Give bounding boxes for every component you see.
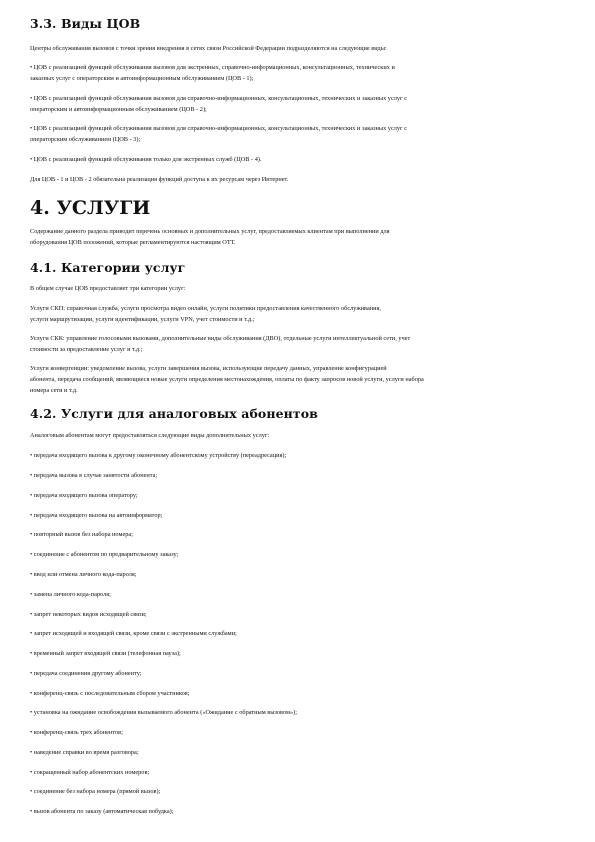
section-4-1-intro: В общем случае ЦОВ предоставляет три категории услуг: — [30, 285, 186, 292]
convergence-services-line-1: Услуги конвергенции: уведомление вызова, услуги завершения вызова, использующие передачу данных, управление конфигурацией — [30, 365, 387, 372]
cov-type-4-line-1: • ЦОВ с реализацией функций обслуживания только для экстренных служб (ЦОВ - 4). — [30, 156, 262, 163]
list-item: • конференц-связь трех абонентов; — [30, 729, 123, 736]
section-3-3-intro: Центры обслуживания вызовов с точки зрения внедрения в сетях связи Российской Федерации подразделяются на следующие виды: — [30, 45, 387, 52]
section-4-2-heading: 4.2. Услуги для аналоговых абонентов — [30, 406, 318, 421]
section-3-3-note: Для ЦОВ - 1 и ЦОВ - 2 обязательна реализация функций доступа к их ресурсам через Интернет. — [30, 176, 289, 183]
list-item: • передача входящего вызова на автоинформатор; — [30, 512, 163, 519]
cov-type-2-line-1: • ЦОВ с реализацией функций обслуживания вызовов для справочно-информационных, консультационных, технических и заказных услуг с — [30, 95, 407, 102]
list-item: • передача входящего вызова оператору; — [30, 492, 138, 499]
list-item: • передача вызова в случае занятости абонента; — [30, 472, 158, 479]
section-4-heading: 4. УСЛУГИ — [30, 197, 151, 219]
cov-type-1-line-1: • ЦОВ с реализацией функций обслуживания вызовов для экстренных, справочно-информационных, консультационных, технических и — [30, 64, 395, 71]
list-item: • запрет некоторых видов исходящей связи; — [30, 611, 147, 618]
list-item: • запрет исходящей и входящей связи, кроме связи с экстренными службами; — [30, 630, 237, 637]
list-item: • наведение справки во время разговора; — [30, 749, 139, 756]
list-item: • временный запрет входящей связи (телефонная пауза); — [30, 650, 181, 657]
cov-type-3-line-2: операторским обслуживанием (ЦОВ - 3); — [30, 136, 141, 143]
list-item: • соединение с абонентом по предварительному заказу; — [30, 551, 179, 558]
skp-services-line-2: услуги маршрутизации, услуги идентификации, услуги VPN, учет стоимости и т.д.; — [30, 316, 255, 323]
list-item: • повторный вызов без набора номера; — [30, 531, 133, 538]
cov-type-3-line-1: • ЦОВ с реализацией функций обслуживания вызовов для справочно-информационных, консультационных, технических и заказных услуг с — [30, 125, 407, 132]
list-item: • конференц-связь с последовательным сбором участников; — [30, 690, 190, 697]
section-4-text-line-2: оборудования ЦОВ положений, которые регламентируются настоящим ОТТ. — [30, 239, 236, 246]
list-item: • ввод или отмена личного кода-пароля; — [30, 571, 137, 578]
section-4-1-heading: 4.1. Категории услуг — [30, 260, 186, 275]
skk-services-line-1: Услуги СКК: управление голосовыми вызовами, дополнительные виды обслуживания (ДВО), отдельные услуги интеллектуальной сети, учет — [30, 335, 411, 342]
list-item: • вызов абонента по заказу (автоматическая побудка); — [30, 808, 174, 815]
convergence-services-line-2: абонента, передача сообщений, являющиеся новые услуги определения местонахождения, оплаты по факту запросов новой услуги, услуги набора — [30, 376, 424, 383]
convergence-services-line-3: номера сети и т.д. — [30, 387, 78, 394]
section-3-3-heading: 3.3. Виды ЦОВ — [30, 16, 141, 31]
list-item: • соединение без набора номера (прямой вызов); — [30, 788, 161, 795]
cov-type-2-line-2: операторским и автоинформационным обслуживанием (ЦОВ - 2); — [30, 106, 207, 113]
cov-type-1-line-2: заказных услуг с операторским и автоинформационным обслуживанием (ЦОВ - 1); — [30, 75, 254, 82]
list-item: • установка на ожидание освобождения вызываемого абонента («Ожидание с обратным вызовом»); — [30, 709, 297, 716]
skp-services-line-1: Услуги СКП: справочная служба, услуги просмотра видео онлайн, услуги политики предоставления качественного обслуживания, — [30, 305, 381, 312]
list-item: • сокращенный набор абонентских номеров; — [30, 769, 150, 776]
section-4-text-line-1: Содержание данного раздела приводит перечень основных и дополнительных услуг, предоставляемых клиентам при выполнении для — [30, 228, 390, 235]
list-item: • передача соединения другому абоненту; — [30, 670, 142, 677]
list-item: • замена личного кода-пароля; — [30, 591, 111, 598]
list-item: • передача входящего вызова к другому оконечному абонентскому устройству (переадресация); — [30, 452, 287, 459]
skk-services-line-2: стоимости за предоставление услуг и т.д.; — [30, 346, 143, 353]
section-4-2-intro: Аналоговым абонентам могут предоставляться следующие виды дополнительных услуг: — [30, 432, 270, 439]
